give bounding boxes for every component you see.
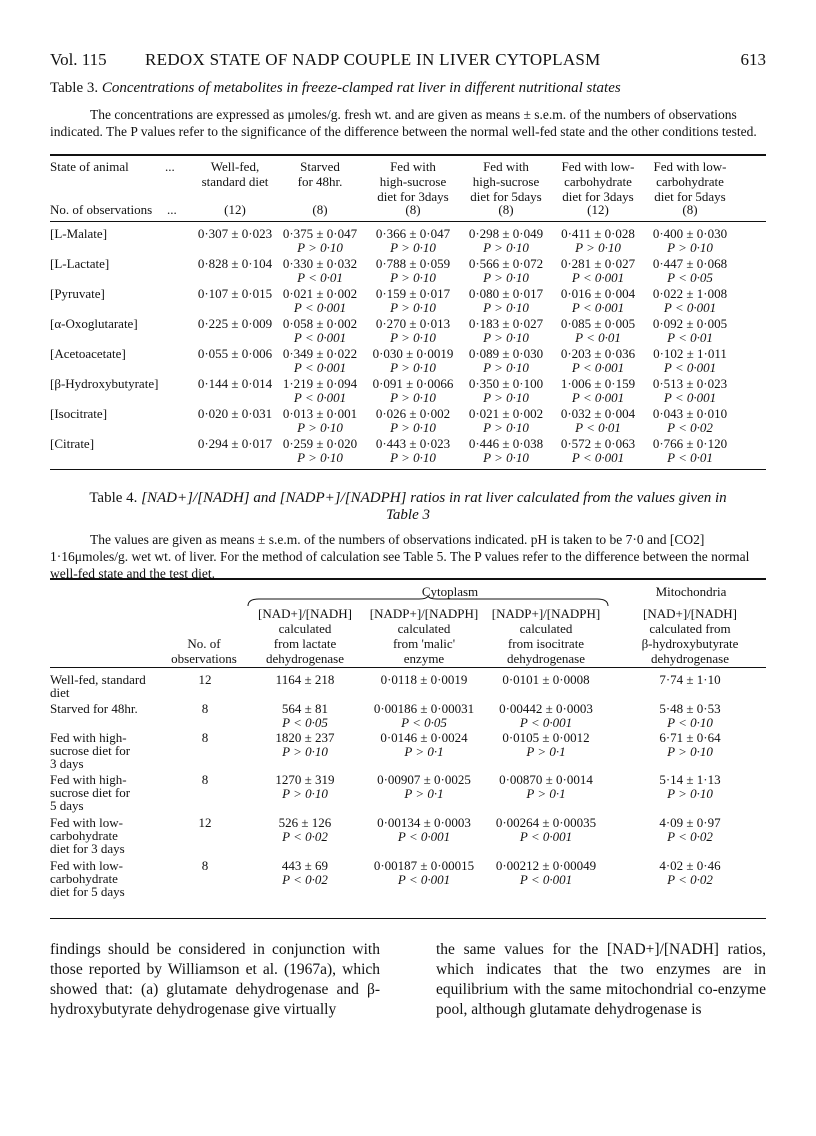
table3-cell-p: P < 0·001 [663, 300, 717, 315]
table3-col-obs: (8) [682, 202, 698, 217]
table3-col-header: Well-fed, [210, 159, 260, 174]
table3-cell-value: 0·102 ± 1·011 [653, 346, 727, 361]
table4-caption-label: Table 4. [89, 490, 138, 506]
table4-cell-p: P < 0·05 [282, 715, 328, 730]
table3-cell-p: P > 0·10 [667, 240, 713, 255]
table3-cell-p: P < 0·01 [575, 330, 621, 345]
table3-row-label: [L-Lactate] [50, 256, 110, 271]
table4-row-obs: 8 [201, 730, 209, 745]
table3-cell-p: P < 0·001 [293, 300, 347, 315]
table3-cell-p: P < 0·001 [663, 360, 717, 375]
table4-obs-header-line2: observations [171, 651, 237, 666]
table3-cell-value: 0·021 ± 0·002 [282, 286, 358, 301]
table4-row-label: Fed with high- [50, 772, 127, 787]
table3-cell-value: 0·091 ± 0·0066 [372, 376, 454, 391]
table3-cell-p: P > 0·10 [390, 300, 436, 315]
table4-obs-header-line1: No. of [187, 636, 221, 651]
table4-col-header: from 'malic' [392, 636, 456, 651]
table4-col-header: from lactate [273, 636, 337, 651]
table4-cell-value: 0·00134 ± 0·0003 [377, 815, 471, 830]
table4-cell-value: 0·00907 ± 0·0025 [377, 772, 471, 787]
table4-cell-value: 1270 ± 319 [275, 772, 335, 787]
table3-cell-value: 0·055 ± 0·006 [197, 346, 273, 361]
table3-cell-p: P > 0·10 [575, 240, 621, 255]
table3-cell-value: 0·021 ± 0·002 [468, 406, 544, 421]
table3-cell-p: P > 0·10 [483, 300, 529, 315]
table3-col-header: Starved [300, 159, 340, 174]
table3-cell-p: P < 0·01 [667, 330, 713, 345]
table4-cell-p: P < 0·02 [282, 829, 328, 844]
table3-cell-value: 0·298 ± 0·049 [468, 226, 544, 241]
table3-cell-value: 0·026 ± 0·002 [375, 406, 451, 421]
table3-cell-value: 0·013 ± 0·001 [282, 406, 358, 421]
table3-col-header: diet for 3days [562, 189, 634, 204]
table3-col-header: Fed with [390, 159, 436, 174]
table3-cell-value: 0·766 ± 0·120 [652, 436, 728, 451]
table4-cell-value: 5·48 ± 0·53 [659, 701, 721, 716]
table3-cell-value: 0·043 ± 0·010 [652, 406, 728, 421]
table3-col-header: diet for 3days [377, 189, 449, 204]
table3-cell-value: 0·203 ± 0·036 [560, 346, 636, 361]
table3-obs-label: No. of observations [50, 202, 153, 217]
table3-col-obs: (8) [405, 202, 421, 217]
table4-caption-line1: [NAD+]/[NADH] and [NADP+]/[NADPH] ratios in rat liver calculated from the values given in [141, 490, 727, 506]
table4-note: The values are given as means ± s.e.m. of the numbers of observations indicated. pH is taken to be 7·0 and [CO2] 1·16μmoles/g. wet wt. of liver. For the method of calculation see Table 5. The P values refer to the difference between the normal well-fed state and the test diet. [50, 532, 750, 581]
table3-cell-value: 0·446 ± 0·038 [468, 436, 544, 451]
table3-obs-dots: ... [167, 202, 177, 217]
page-number: 613 [740, 50, 766, 69]
table4-row-obs: 8 [201, 858, 209, 873]
table4-col-header: calculated [397, 621, 451, 636]
table3-cell-value: 0·144 ± 0·014 [197, 376, 273, 391]
table3-row-label: [Pyruvate] [50, 286, 105, 301]
table4-row-label: sucrose diet for [50, 743, 131, 758]
table3-cell-p: P < 0·001 [571, 300, 625, 315]
table3-cell-value: 0·183 ± 0·027 [468, 316, 544, 331]
body-text-left: findings should be considered in conjunction with those reported by Williamson et al. (1967a), which showed that: (a) glutamate dehydrogenase and β-hydroxybutyrate dehydrogenase give virtually [50, 941, 380, 1018]
table3-col-header: carbohydrate [656, 174, 724, 189]
table3-caption [50, 80, 621, 97]
table3-note: The concentrations are expressed as μmoles/g. fresh wt. and are given as means ± s.e.m. of the numbers of observations indicated. The P values refer to the significance of the difference between the normal well-fed state and the other conditions tested. [50, 107, 757, 139]
table4-col-header: enzyme [403, 651, 445, 666]
table4-row-label: carbohydrate [50, 828, 118, 843]
table3-cell-p: P > 0·10 [390, 240, 436, 255]
table4-row-obs: 8 [201, 701, 209, 716]
table3-col-header: standard diet [201, 174, 269, 189]
table3-cell-p: P > 0·10 [483, 390, 529, 405]
table4-cell-value: 4·09 ± 0·97 [659, 815, 721, 830]
table3-cell-p: P > 0·10 [297, 240, 343, 255]
table3-row-label: [L-Malate] [50, 226, 108, 241]
table4-cell-p: P > 0·10 [282, 786, 328, 801]
table4-cell-p: P < 0·001 [397, 872, 451, 887]
table4-cell-value: 5·14 ± 1·13 [659, 772, 721, 787]
table4-cell-value: 1164 ± 218 [275, 672, 335, 687]
table3-col-header: high-sucrose [379, 174, 447, 189]
table4-col-header: calculated [278, 621, 332, 636]
table3-cell-value: 0·366 ± 0·047 [375, 226, 451, 241]
table3-cell-p: P > 0·10 [483, 330, 529, 345]
table4-col-header: β-hydroxybutyrate [641, 636, 739, 651]
table4-cell-value: 4·02 ± 0·46 [659, 858, 721, 873]
table3-cell-p: P < 0·001 [571, 450, 625, 465]
table4-header-rule [50, 667, 766, 668]
table3-cell-value: 0·107 ± 0·015 [197, 286, 273, 301]
table4-cell-p: P < 0·001 [519, 829, 573, 844]
table3-cell-p: P < 0·02 [667, 420, 713, 435]
table3-row-label: [Citrate] [50, 436, 95, 451]
table3-cell-p: P < 0·001 [663, 390, 717, 405]
table3-cell-value: 0·411 ± 0·028 [561, 226, 635, 241]
table3-cell-value: 0·828 ± 0·104 [197, 256, 273, 271]
table3-cell-value: 0·016 ± 0·004 [560, 286, 636, 301]
table4-row-label: Fed with high- [50, 730, 127, 745]
table3-cell-value: 0·513 ± 0·023 [652, 376, 728, 391]
table3-bottom-rule [50, 469, 766, 470]
table4-group-mitochondria: Mitochondria [655, 584, 727, 599]
table4-row-label: sucrose diet for [50, 785, 131, 800]
table3-cell-value: 0·447 ± 0·068 [652, 256, 728, 271]
table4-row-label: Well-fed, standard [50, 672, 146, 687]
running-title: REDOX STATE OF NADP COUPLE IN LIVER CYTOPLASM [145, 50, 601, 69]
table4-cell-value: 0·00187 ± 0·00015 [373, 858, 475, 873]
table3-cell-value: 0·159 ± 0·017 [375, 286, 451, 301]
table3-cell-p: P < 0·01 [575, 420, 621, 435]
table3-cell-value: 0·281 ± 0·027 [560, 256, 636, 271]
table4-cell-value: 0·0118 ± 0·0019 [380, 672, 468, 687]
table3-cell-value: 1·219 ± 0·094 [282, 376, 358, 391]
table3-cell-p: P > 0·10 [390, 330, 436, 345]
table3-cell-value: 0·259 ± 0·020 [282, 436, 358, 451]
table3-caption-label: Table 3. [50, 80, 99, 96]
table3-cell-value: 0·085 ± 0·005 [560, 316, 636, 331]
table4-cell-p: P > 0·1 [404, 786, 444, 801]
table3-cell-p: P > 0·10 [483, 240, 529, 255]
table3-cell-p: P > 0·10 [390, 390, 436, 405]
table3-col-header: Fed with low- [653, 159, 727, 174]
table3-cell-value: 0·349 ± 0·022 [282, 346, 358, 361]
table3-cell-value: 0·225 ± 0·009 [197, 316, 273, 331]
table3-cell-value: 0·022 ± 1·008 [652, 286, 728, 301]
table3-col-header: diet for 5days [470, 189, 542, 204]
table3-top-rule [50, 154, 766, 156]
table4-row-label: Fed with low- [50, 815, 123, 830]
table4-cell-p: P < 0·02 [667, 829, 713, 844]
table3-cell-value: 0·089 ± 0·030 [468, 346, 544, 361]
table3-row-label: [Acetoacetate] [50, 346, 126, 361]
table4-col-header: calculated [519, 621, 573, 636]
table4-cell-value: 443 ± 69 [281, 858, 329, 873]
table4-cell-value: 7·74 ± 1·10 [659, 672, 721, 687]
table4-col-header: [NADP+]/[NADPH] [491, 606, 601, 621]
table4-cell-p: P < 0·001 [397, 829, 451, 844]
table4-cell-p: P > 0·1 [526, 786, 566, 801]
table3-cell-value: 0·350 ± 0·100 [468, 376, 544, 391]
table3-cell-p: P < 0·001 [293, 360, 347, 375]
table4-caption [50, 490, 766, 524]
table4-cell-value: 0·00212 ± 0·00049 [495, 858, 597, 873]
table4-cell-p: P > 0·1 [404, 744, 444, 759]
table4-row-label: carbohydrate [50, 871, 118, 886]
table4-cell-p: P > 0·10 [667, 744, 713, 759]
table3-col-header: high-sucrose [472, 174, 540, 189]
table4-cell-value: 564 ± 81 [281, 701, 329, 716]
table3-cell-p: P < 0·01 [297, 270, 343, 285]
table3-col-header: Fed with low- [561, 159, 635, 174]
table3-col-obs: (8) [498, 202, 514, 217]
table3-state-label: State of animal [50, 159, 129, 174]
table3-cell-p: P < 0·001 [571, 390, 625, 405]
volume-label: Vol. 115 [50, 50, 107, 69]
table3-row-label: [Isocitrate] [50, 406, 108, 421]
table4-cell-value: 6·71 ± 0·64 [659, 730, 721, 745]
table3-cell-value: 0·307 ± 0·023 [197, 226, 273, 241]
table4-bottom-rule [50, 918, 766, 919]
table4-row-label: Fed with low- [50, 858, 123, 873]
table4-cell-p: P < 0·10 [667, 715, 713, 730]
table3-cell-value: 0·030 ± 0·0019 [372, 346, 454, 361]
table3-cell-value: 0·032 ± 0·004 [560, 406, 636, 421]
table3-cell-value: 0·270 ± 0·013 [375, 316, 451, 331]
table3-cell-p: P > 0·10 [483, 270, 529, 285]
table4-cell-value: 0·00186 ± 0·00031 [373, 701, 475, 716]
table4-row-obs: 12 [198, 815, 212, 830]
table4-col-header: dehydrogenase [507, 651, 585, 666]
table4-row-label: Starved for 48hr. [50, 701, 138, 716]
table3-row-label: [α-Oxoglutarate] [50, 316, 138, 331]
table3-cell-value: 1·006 ± 0·159 [560, 376, 636, 391]
table3-cell-value: 0·375 ± 0·047 [282, 226, 358, 241]
table4-row-label: diet [50, 685, 70, 700]
table3-col-header: Fed with [483, 159, 529, 174]
table4-cell-value: 526 ± 126 [278, 815, 332, 830]
table3-cell-value: 0·788 ± 0·059 [375, 256, 451, 271]
table4-cell-p: P < 0·001 [519, 715, 573, 730]
table4-cell-p: P < 0·001 [519, 872, 573, 887]
table4-cell-value: 0·00442 ± 0·0003 [499, 701, 593, 716]
table3-cell-p: P < 0·001 [571, 360, 625, 375]
table3-col-obs: (12) [587, 202, 609, 217]
table3-col-header: diet for 5days [654, 189, 726, 204]
table3-cell-value: 0·330 ± 0·032 [282, 256, 358, 271]
table4-col-header: [NAD+]/[NADH] [258, 606, 352, 621]
table4-cell-p: P < 0·02 [282, 872, 328, 887]
table3-cell-p: P < 0·001 [571, 270, 625, 285]
table4-col-header: from isocitrate [507, 636, 585, 651]
table3-cell-p: P > 0·10 [390, 360, 436, 375]
table3-caption-text: Concentrations of metabolites in freeze-clamped rat liver in different nutritional states [101, 80, 621, 96]
table3-cell-value: 0·400 ± 0·030 [652, 226, 728, 241]
table3-col-header: carbohydrate [564, 174, 632, 189]
table4-row-obs: 8 [201, 772, 209, 787]
table3-cell-value: 0·572 ± 0·063 [560, 436, 636, 451]
table3-cell-value: 0·443 ± 0·023 [375, 436, 451, 451]
table4-cell-p: P > 0·10 [282, 744, 328, 759]
table3-cell-p: P > 0·10 [483, 420, 529, 435]
table4-cell-p: P > 0·10 [667, 786, 713, 801]
table4-row-label: diet for 3 days [50, 841, 125, 856]
table3-cell-value: 0·080 ± 0·017 [468, 286, 544, 301]
table4-group-cytoplasm: Cytoplasm [421, 584, 479, 599]
table4-cell-value: 0·00870 ± 0·0014 [499, 772, 593, 787]
table4-cell-value: 0·0101 ± 0·0008 [502, 672, 590, 687]
table3-header-rule [50, 221, 766, 222]
table4-cell-p: P > 0·1 [526, 744, 566, 759]
table4-cell-p: P < 0·02 [667, 872, 713, 887]
table3-cell-value: 0·566 ± 0·072 [468, 256, 544, 271]
table4-cell-value: 0·0146 ± 0·0024 [380, 730, 468, 745]
table3-col-obs: (8) [312, 202, 328, 217]
table4-cell-value: 0·00264 ± 0·00035 [495, 815, 597, 830]
table3-cell-p: P > 0·10 [390, 450, 436, 465]
table3-cell-p: P < 0·001 [293, 330, 347, 345]
table3-cell-p: P < 0·01 [667, 450, 713, 465]
table4-top-rule [50, 578, 766, 580]
table3-col-obs: (12) [224, 202, 246, 217]
table4-row-label: diet for 5 days [50, 884, 125, 899]
table4-cell-p: P < 0·05 [401, 715, 447, 730]
table3-cell-p: P > 0·10 [483, 450, 529, 465]
table4-col-header: calculated from [649, 621, 731, 636]
table3-row-label: [β-Hydroxybutyrate] [50, 376, 159, 391]
table3-cell-value: 0·294 ± 0·017 [197, 436, 273, 451]
table3-cell-p: P > 0·10 [390, 270, 436, 285]
table3-cell-p: P > 0·10 [297, 420, 343, 435]
body-text-right: the same values for the [NAD+]/[NADH] ratios, which indicates that the two enzymes are in equilibrium with the same mitochondrial co-enzyme pool, although glutamate dehydrogenase is [436, 941, 766, 1018]
table4-cell-value: 0·0105 ± 0·0012 [502, 730, 590, 745]
table4-col-header: [NADP+]/[NADPH] [369, 606, 479, 621]
table4-cell-value: 1820 ± 237 [275, 730, 335, 745]
table3-cell-value: 0·092 ± 0·005 [652, 316, 728, 331]
table3-col-header: for 48hr. [297, 174, 343, 189]
table3-cell-p: P < 0·001 [293, 390, 347, 405]
table3-cell-value: 0·058 ± 0·002 [282, 316, 358, 331]
table4-col-header: dehydrogenase [651, 651, 729, 666]
table4-row-label: 5 days [50, 798, 84, 813]
table3-cell-value: 0·020 ± 0·031 [197, 406, 273, 421]
table4-row-label: 3 days [50, 756, 84, 771]
table3-cell-p: P > 0·10 [390, 420, 436, 435]
table4-row-obs: 12 [198, 672, 212, 687]
table3-state-dots: ... [165, 159, 175, 174]
table4-col-header: dehydrogenase [266, 651, 344, 666]
table3-cell-p: P > 0·10 [483, 360, 529, 375]
table4-caption-line2: Table 3 [385, 507, 431, 523]
table4-col-header: [NAD+]/[NADH] [643, 606, 737, 621]
table3-cell-p: P < 0·05 [667, 270, 713, 285]
table4-obs-header [160, 636, 248, 666]
table3-cell-p: P > 0·10 [297, 450, 343, 465]
